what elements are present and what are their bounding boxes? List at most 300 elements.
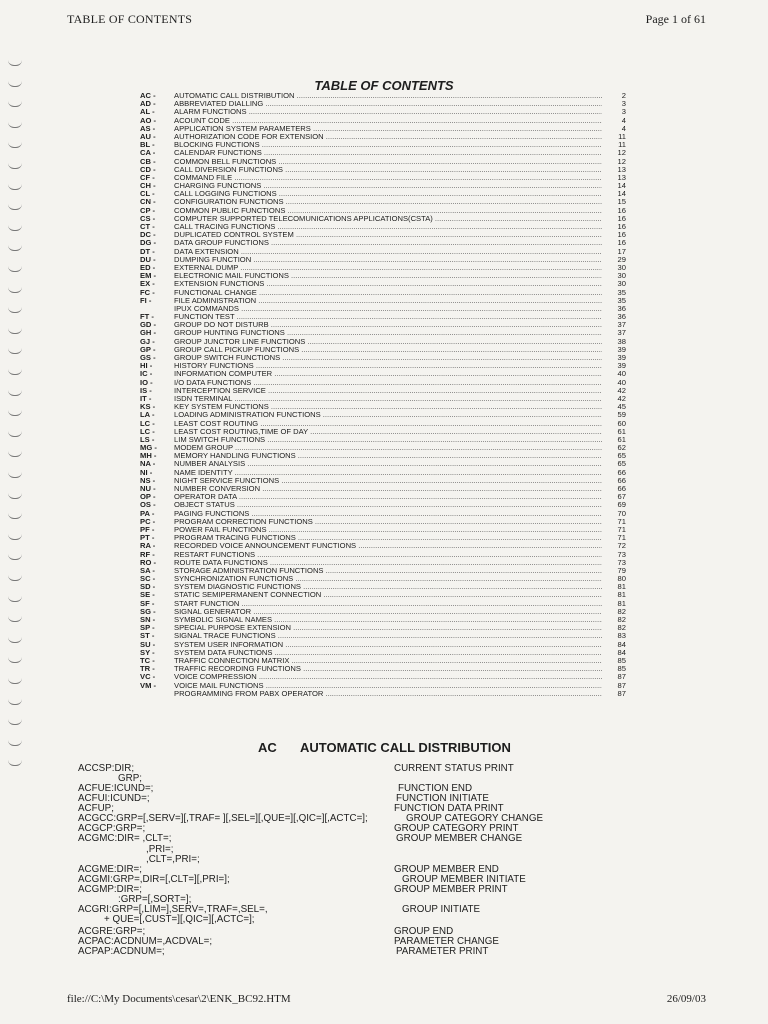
toc-entry-page: 81	[602, 591, 626, 599]
toc-entry[interactable]	[140, 117, 626, 125]
toc-entry[interactable]	[140, 526, 626, 534]
command-description: FUNCTION DATA PRINT	[394, 803, 504, 814]
command-syntax: ACPAP:ACDNUM=;	[78, 946, 165, 957]
toc-entry-title: GROUP SWITCH FUNCTIONS	[174, 354, 281, 362]
toc-entry-code: DT -	[140, 246, 155, 256]
toc-entry-page: 67	[602, 493, 626, 501]
toc-list	[140, 92, 626, 698]
toc-entry-leader	[174, 460, 626, 468]
perforation-mark	[8, 513, 22, 519]
toc-entry-page: 71	[602, 534, 626, 542]
toc-entry-code: TR -	[140, 664, 155, 674]
toc-entry-leader	[174, 305, 626, 313]
toc-entry-page: 36	[602, 313, 626, 321]
toc-entry-page: 40	[602, 379, 626, 387]
toc-entry-leader	[174, 583, 626, 591]
perforation-mark	[8, 493, 22, 499]
toc-entry-code: GS -	[140, 353, 156, 362]
toc-entry-page: 4	[602, 117, 626, 125]
toc-entry[interactable]	[140, 559, 626, 567]
toc-entry-code: MG -	[140, 443, 157, 453]
toc-entry-page: 38	[602, 338, 626, 346]
toc-entry-title: IPUX COMMANDS	[174, 304, 239, 313]
perforation-mark	[8, 699, 22, 705]
toc-entry-leader	[174, 493, 626, 501]
perforation-mark	[8, 637, 22, 643]
page-header-page-number: Page 1 of 61	[645, 12, 706, 26]
toc-entry[interactable]	[140, 649, 626, 657]
toc-entry-page: 39	[602, 346, 626, 354]
toc-entry-title: GROUP HUNTING FUNCTIONS	[174, 329, 285, 338]
toc-entry-leader	[174, 297, 626, 305]
toc-entry-page: 71	[602, 526, 626, 534]
perforation-mark	[8, 390, 22, 396]
toc-entry[interactable]	[140, 591, 626, 599]
toc-entry-title: CALL TRACING FUNCTIONS	[174, 223, 276, 231]
toc-entry-title: INTERCEPTION SERVICE	[174, 386, 266, 395]
toc-entry-page: 66	[602, 477, 626, 485]
toc-entry-title: MODEM GROUP	[174, 444, 233, 453]
toc-entry-page: 62	[602, 444, 626, 452]
command-description: PARAMETER PRINT	[396, 946, 489, 957]
toc-entry[interactable]	[140, 477, 626, 485]
toc-entry[interactable]	[140, 534, 626, 542]
toc-entry-leader	[174, 166, 626, 174]
toc-entry-page: 15	[602, 198, 626, 206]
toc-entry[interactable]	[140, 346, 626, 354]
toc-entry-leader	[174, 559, 626, 567]
toc-entry[interactable]	[140, 158, 626, 166]
perforation-mark	[8, 719, 22, 725]
toc-entry[interactable]	[140, 198, 626, 206]
toc-entry-title: PAGING FUNCTIONS	[174, 509, 250, 518]
toc-entry-leader	[174, 567, 626, 575]
command-description: GROUP CATEGORY PRINT	[394, 823, 519, 834]
toc-entry[interactable]	[140, 141, 626, 149]
toc-entry-page: 13	[602, 166, 626, 174]
toc-entry-code: SC -	[140, 574, 156, 584]
toc-entry-code: CH -	[140, 181, 156, 191]
perforation-mark	[8, 60, 22, 66]
toc-entry-page: 70	[602, 510, 626, 518]
toc-entry-title: CALL DIVERSION FUNCTIONS	[174, 165, 284, 174]
toc-entry[interactable]	[140, 460, 626, 468]
toc-entry-page: 12	[602, 149, 626, 157]
toc-entry-page: 87	[602, 690, 626, 698]
toc-entry-title: CHARGING FUNCTIONS	[174, 182, 262, 191]
toc-entry[interactable]	[140, 379, 626, 387]
toc-entry-leader	[174, 469, 626, 477]
toc-entry-leader	[174, 591, 626, 599]
toc-entry-title: EXTERNAL DUMP	[174, 263, 239, 272]
toc-entry-code: SY -	[140, 647, 155, 657]
toc-entry-leader	[174, 158, 626, 166]
toc-entry[interactable]	[140, 370, 626, 378]
toc-entry[interactable]	[140, 632, 626, 640]
toc-entry-title: ACOUNT CODE	[174, 116, 230, 125]
toc-entry-code: PC -	[140, 516, 156, 526]
toc-entry[interactable]	[140, 190, 626, 198]
command-syntax: ACCSP:DIR;	[78, 763, 135, 774]
command-syntax: :GRP=[,SORT=];	[118, 894, 192, 905]
toc-entry[interactable]	[140, 125, 626, 133]
toc-entry-title: I/O DATA FUNCTIONS	[174, 378, 252, 387]
toc-entry[interactable]	[140, 420, 626, 428]
perforation-mark	[8, 287, 22, 293]
toc-entry-leader	[174, 682, 626, 690]
command-row	[0, 834, 768, 844]
toc-entry[interactable]	[140, 608, 626, 616]
toc-entry-page: 16	[602, 223, 626, 231]
toc-entry-page: 30	[602, 264, 626, 272]
perforation-mark	[8, 740, 22, 746]
toc-entry[interactable]	[140, 518, 626, 526]
toc-entry-page: 42	[602, 395, 626, 403]
toc-entry[interactable]	[140, 551, 626, 559]
command-description: PARAMETER CHANGE	[394, 936, 499, 947]
perforation-mark	[8, 245, 22, 251]
toc-entry-leader	[174, 108, 626, 116]
toc-entry-page: 35	[602, 297, 626, 305]
toc-entry-code: NS -	[140, 475, 156, 485]
page-header-title: TABLE OF CONTENTS	[67, 12, 193, 26]
toc-entry[interactable]	[140, 436, 626, 444]
toc-entry[interactable]	[140, 256, 626, 264]
toc-entry-code: LA -	[140, 410, 155, 420]
toc-entry-code: BL -	[140, 140, 155, 150]
toc-entry[interactable]	[140, 444, 626, 452]
toc-entry-page: 3	[602, 108, 626, 116]
toc-entry[interactable]	[140, 641, 626, 649]
toc-entry-title: AUTHORIZATION CODE FOR EXTENSION	[174, 132, 324, 141]
toc-entry[interactable]	[140, 223, 626, 231]
toc-entry-leader	[174, 608, 626, 616]
perforation-mark	[8, 678, 22, 684]
toc-entry-code: GJ -	[140, 336, 155, 346]
toc-entry-code: LC -	[140, 426, 155, 436]
toc-entry-page: 37	[602, 329, 626, 337]
command-syntax: ACFUE:ICUND=;	[78, 783, 154, 794]
toc-entry-page: 80	[602, 575, 626, 583]
toc-entry-page: 16	[602, 207, 626, 215]
toc-entry-title: ELECTRONIC MAIL FUNCTIONS	[174, 272, 289, 281]
toc-entry[interactable]	[140, 673, 626, 681]
toc-entry[interactable]	[140, 231, 626, 239]
toc-entry-title: RECORDED VOICE ANNOUNCEMENT FUNCTIONS	[174, 542, 357, 551]
toc-entry[interactable]	[140, 272, 626, 280]
toc-entry-page: 71	[602, 518, 626, 526]
perforation-mark	[8, 328, 22, 334]
toc-entry[interactable]	[140, 469, 626, 477]
toc-entry[interactable]	[140, 542, 626, 550]
toc-entry[interactable]	[140, 567, 626, 575]
toc-entry[interactable]	[140, 108, 626, 116]
toc-entry[interactable]	[140, 92, 626, 100]
toc-entry-leader	[174, 215, 626, 223]
toc-entry[interactable]	[140, 174, 626, 182]
command-syntax: ACFUI:ICUND=;	[78, 793, 150, 804]
toc-entry[interactable]	[140, 280, 626, 288]
command-row	[0, 885, 768, 895]
toc-entry[interactable]	[140, 182, 626, 190]
toc-entry[interactable]	[140, 321, 626, 329]
toc-entry[interactable]	[140, 362, 626, 370]
toc-entry-leader	[174, 198, 626, 206]
toc-entry-leader	[174, 411, 626, 419]
toc-entry-leader	[174, 182, 626, 190]
toc-entry-leader	[174, 92, 626, 100]
toc-entry[interactable]	[140, 682, 626, 690]
toc-entry-title: COMMON BELL FUNCTIONS	[174, 157, 277, 166]
command-row	[0, 915, 768, 925]
toc-entry-title: LOADING ADMINISTRATION FUNCTIONS	[174, 411, 321, 420]
toc-entry-leader	[174, 616, 626, 624]
toc-entry-page: 73	[602, 551, 626, 559]
toc-entry[interactable]	[140, 403, 626, 411]
toc-entry-code: RA -	[140, 541, 156, 551]
perforation-mark	[8, 225, 22, 231]
toc-entry-leader	[174, 174, 626, 182]
toc-entry-code: AU -	[140, 131, 156, 141]
toc-entry-title: NAME IDENTITY	[174, 468, 233, 477]
toc-entry[interactable]	[140, 329, 626, 337]
toc-entry[interactable]	[140, 485, 626, 493]
toc-entry-code: DC -	[140, 230, 156, 240]
toc-entry-code: CP -	[140, 205, 156, 215]
toc-entry-page: 11	[602, 133, 626, 141]
footer-file-path: file://C:\My Documents\cesar\2\ENK_BC92.HTM	[67, 993, 291, 1005]
toc-entry-code: CA -	[140, 148, 156, 158]
toc-entry-page: 13	[602, 174, 626, 182]
toc-entry-page: 61	[602, 428, 626, 436]
command-syntax: ACGCP:GRP=;	[78, 823, 146, 834]
toc-entry-page: 60	[602, 420, 626, 428]
toc-entry[interactable]	[140, 616, 626, 624]
toc-entry-leader	[174, 600, 626, 608]
toc-entry-title: COMMAND FILE	[174, 173, 233, 182]
perforation-mark	[8, 184, 22, 190]
toc-entry-title: TRAFFIC CONNECTION MATRIX	[174, 656, 290, 665]
toc-entry-leader	[174, 542, 626, 550]
toc-entry-page: 72	[602, 542, 626, 550]
toc-entry-leader	[174, 657, 626, 665]
toc-entry-code: PA -	[140, 508, 155, 518]
toc-entry-page: 39	[602, 362, 626, 370]
toc-entry-code: CB -	[140, 156, 156, 166]
toc-entry-leader	[174, 256, 626, 264]
toc-entry[interactable]	[140, 149, 626, 157]
toc-entry-page: 79	[602, 567, 626, 575]
toc-entry-title: GROUP JUNCTOR LINE FUNCTIONS	[174, 337, 306, 346]
toc-entry-code: LC -	[140, 418, 155, 428]
toc-entry[interactable]	[140, 239, 626, 247]
toc-entry-title: DATA GROUP FUNCTIONS	[174, 239, 269, 248]
toc-entry-page: 81	[602, 583, 626, 591]
toc-entry-code: CS -	[140, 213, 156, 223]
toc-entry-leader	[174, 248, 626, 256]
toc-entry-page: 29	[602, 256, 626, 264]
toc-entry-page: 45	[602, 403, 626, 411]
toc-entry-leader	[174, 370, 626, 378]
toc-entry-leader	[174, 395, 626, 403]
toc-entry-page: 82	[602, 616, 626, 624]
toc-entry[interactable]	[140, 657, 626, 665]
toc-entry-title: VOICE MAIL FUNCTIONS	[174, 681, 264, 690]
toc-entry-title: FUNCTIONAL CHANGE	[174, 288, 257, 297]
toc-entry-page: 65	[602, 452, 626, 460]
command-row	[0, 845, 768, 855]
toc-entry[interactable]	[140, 395, 626, 403]
perforation-mark	[8, 472, 22, 478]
command-description: GROUP MEMBER CHANGE	[396, 833, 523, 844]
toc-entry-page: 3	[602, 100, 626, 108]
toc-entry-code: HI -	[140, 361, 153, 371]
perforation-mark	[8, 554, 22, 560]
toc-entry-title: START FUNCTION	[174, 599, 240, 608]
toc-entry[interactable]	[140, 583, 626, 591]
toc-entry[interactable]	[140, 665, 626, 673]
toc-entry[interactable]	[140, 289, 626, 297]
toc-entry-page: 4	[602, 125, 626, 133]
command-row	[0, 794, 768, 804]
toc-entry-title: DUPLICATED CONTROL SYSTEM	[174, 231, 294, 240]
toc-entry[interactable]	[140, 600, 626, 608]
perforation-mark	[8, 348, 22, 354]
toc-entry[interactable]	[140, 452, 626, 460]
toc-entry-code: ED -	[140, 262, 156, 272]
toc-entry[interactable]	[140, 313, 626, 321]
section-title: AUTOMATIC CALL DISTRIBUTION	[300, 740, 511, 755]
toc-entry-page: 42	[602, 387, 626, 395]
toc-entry-leader	[174, 280, 626, 288]
toc-entry[interactable]	[140, 501, 626, 509]
toc-entry[interactable]	[140, 215, 626, 223]
toc-entry-code: VC -	[140, 672, 156, 682]
toc-entry[interactable]	[140, 133, 626, 141]
command-description: GROUP CATEGORY CHANGE	[406, 813, 544, 824]
toc-entry-title: GROUP CALL PICKUP FUNCTIONS	[174, 345, 300, 354]
toc-entry-code: DU -	[140, 254, 156, 264]
toc-entry-code: EM -	[140, 271, 157, 281]
toc-entry-code: LS -	[140, 434, 155, 444]
toc-entry-page: 14	[602, 190, 626, 198]
command-syntax: ACGMP:DIR=;	[78, 884, 142, 895]
toc-entry-leader	[174, 624, 626, 632]
footer-date: 26/09/03	[666, 993, 706, 1005]
toc-entry-leader	[174, 444, 626, 452]
toc-entry-code: IO -	[140, 377, 153, 387]
toc-entry-page: 66	[602, 485, 626, 493]
perforation-mark	[8, 122, 22, 128]
toc-entry-leader	[174, 420, 626, 428]
toc-entry[interactable]	[140, 264, 626, 272]
perforation-mark	[8, 142, 22, 148]
toc-entry-leader	[174, 673, 626, 681]
toc-entry-title: CALENDAR FUNCTIONS	[174, 149, 262, 158]
command-description: GROUP END	[394, 926, 454, 937]
toc-entry-code: AL -	[140, 107, 155, 117]
section-code: AC	[258, 740, 277, 755]
toc-entry-leader	[174, 477, 626, 485]
toc-entry-code: SD -	[140, 582, 156, 592]
command-description: GROUP MEMBER INITIATE	[402, 874, 526, 885]
toc-entry-title: POWER FAIL FUNCTIONS	[174, 525, 267, 534]
toc-entry[interactable]	[140, 510, 626, 518]
toc-entry-leader	[174, 223, 626, 231]
toc-entry[interactable]	[140, 575, 626, 583]
toc-entry-title: CALL LOGGING FUNCTIONS	[174, 190, 277, 199]
toc-entry-title: ISDN TERMINAL	[174, 394, 233, 403]
toc-entry[interactable]	[140, 207, 626, 215]
toc-entry-title: PROGRAMMING FROM PABX OPERATOR	[174, 689, 324, 698]
toc-entry-code: SU -	[140, 639, 156, 649]
toc-entry-leader	[174, 428, 626, 436]
toc-entry[interactable]	[140, 100, 626, 108]
toc-entry-code: SF -	[140, 598, 155, 608]
toc-entry[interactable]	[140, 166, 626, 174]
toc-entry-code: SN -	[140, 615, 156, 624]
toc-entry-leader	[174, 338, 626, 346]
toc-entry-page: 40	[602, 370, 626, 378]
perforation-mark	[8, 266, 22, 272]
command-description: GROUP MEMBER PRINT	[394, 884, 508, 895]
command-description: FUNCTION END	[398, 783, 473, 794]
toc-entry[interactable]	[140, 493, 626, 501]
toc-entry-title: SYSTEM DIAGNOSTIC FUNCTIONS	[174, 583, 301, 592]
toc-entry-code: SA -	[140, 565, 155, 575]
toc-entry[interactable]	[140, 338, 626, 346]
toc-entry-code: SE -	[140, 590, 155, 600]
toc-entry-leader	[174, 239, 626, 247]
toc-entry-leader	[174, 518, 626, 526]
toc-entry-leader	[174, 141, 626, 149]
toc-entry-title: OBJECT STATUS	[174, 501, 235, 510]
perforation-mark	[8, 307, 22, 313]
toc-entry-page: 87	[602, 682, 626, 690]
toc-entry-code: DG -	[140, 238, 157, 248]
toc-entry[interactable]	[140, 624, 626, 632]
toc-entry-page: 37	[602, 321, 626, 329]
toc-entry-code: EX -	[140, 279, 155, 289]
command-syntax: ACGRE:GRP=;	[78, 926, 146, 937]
toc-entry[interactable]	[140, 354, 626, 362]
toc-entry-code: NI -	[140, 467, 153, 477]
toc-entry-title: APPLICATION SYSTEM PARAMETERS	[174, 124, 311, 133]
toc-entry-code: PF -	[140, 524, 155, 534]
toc-entry[interactable]	[140, 411, 626, 419]
toc-entry[interactable]	[140, 690, 626, 698]
toc-entry-title: MEMORY HANDLING FUNCTIONS	[174, 452, 296, 461]
toc-entry-title: SYNCHRONIZATION FUNCTIONS	[174, 575, 294, 584]
toc-entry-title: RESTART FUNCTIONS	[174, 550, 256, 559]
toc-entry-title: KEY SYSTEM FUNCTIONS	[174, 403, 269, 412]
toc-entry[interactable]	[140, 428, 626, 436]
toc-entry-page: 30	[602, 280, 626, 288]
toc-entry-leader	[174, 526, 626, 534]
toc-entry-code: NU -	[140, 484, 156, 493]
toc-entry[interactable]	[140, 297, 626, 305]
perforation-mark	[8, 101, 22, 107]
toc-entry[interactable]	[140, 305, 626, 313]
toc-entry[interactable]	[140, 248, 626, 256]
toc-entry-title: COMPUTER SUPPORTED TELECOMUNICATIONS APPLICATIONS(CSTA)	[174, 214, 433, 223]
toc-entry[interactable]	[140, 387, 626, 395]
toc-entry-leader	[174, 313, 626, 321]
toc-entry-page: 66	[602, 469, 626, 477]
toc-entry-title: DUMPING FUNCTION	[174, 255, 252, 264]
toc-entry-page: 83	[602, 632, 626, 640]
toc-entry-page: 11	[602, 141, 626, 149]
